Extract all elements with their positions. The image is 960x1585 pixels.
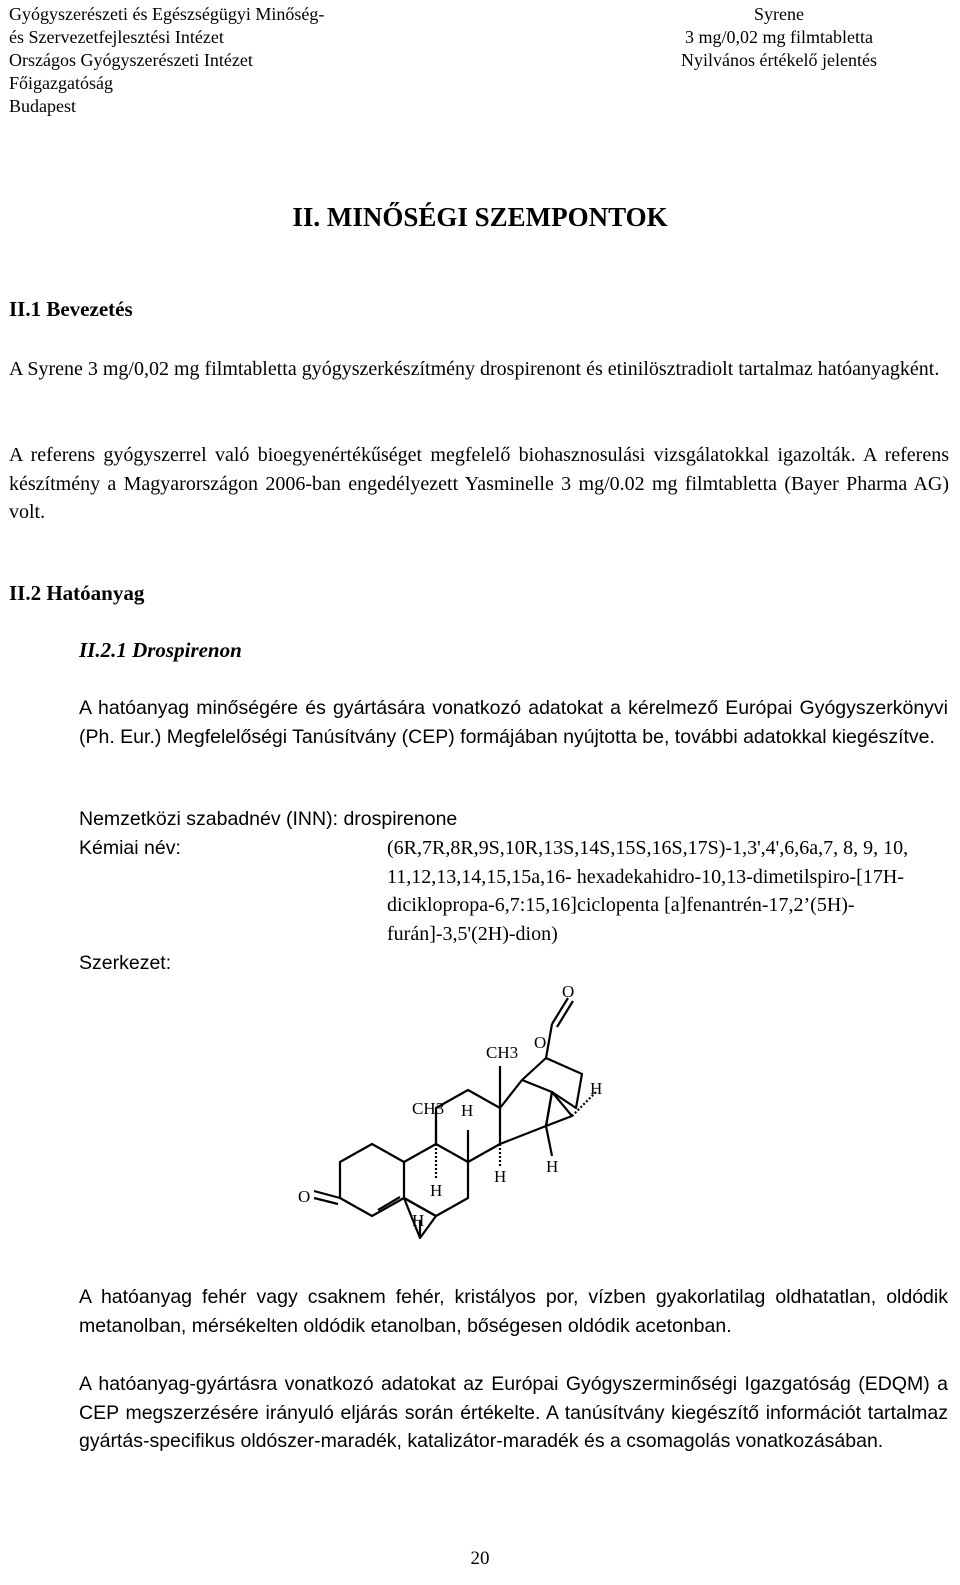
hydrogen-label: H bbox=[412, 1211, 425, 1230]
ketone-bond-1 bbox=[314, 1191, 340, 1198]
inn-label: Nemzetközi szabadnév (INN): bbox=[79, 808, 339, 830]
header-line: Főigazgatóság bbox=[9, 73, 113, 93]
hydrogen-label: H bbox=[494, 1167, 507, 1186]
double-bond-a bbox=[378, 1197, 400, 1210]
hydrogen-label: H bbox=[461, 1101, 474, 1120]
ring-a bbox=[340, 1144, 404, 1216]
oxygen-label: O bbox=[298, 1187, 311, 1206]
chem-label: Kémiai név: bbox=[79, 837, 181, 859]
page-number: 20 bbox=[470, 1548, 490, 1569]
heading-drospirenon: II.2.1 Drospirenon bbox=[79, 638, 242, 662]
header-line: 3 mg/0,02 mg filmtabletta bbox=[685, 27, 873, 47]
lactone-o-bond bbox=[546, 1024, 552, 1058]
h-bond-15 bbox=[546, 1126, 552, 1156]
methyl-label: CH3 bbox=[412, 1099, 445, 1118]
heading-active-substance: II.2 Hatóanyag bbox=[9, 581, 145, 605]
structure-label: Szerkezet: bbox=[79, 952, 172, 974]
ketone-bond-2 bbox=[314, 1198, 338, 1204]
header-line: és Szervezetfejlesztési Intézet bbox=[9, 27, 224, 47]
hydrogen-label: H bbox=[590, 1079, 603, 1098]
header-line: Budapest bbox=[9, 96, 76, 116]
oxygen-label: O bbox=[534, 1033, 547, 1052]
section-title: II. MINŐSÉGI SZEMPONTOK bbox=[292, 202, 668, 232]
intro-paragraph-1: A Syrene 3 mg/0,02 mg filmtabletta gyógyszerkészítmény drospirenont és etinilösztradiolt tartalmaz hatóanyagként. bbox=[9, 358, 940, 380]
drospirenone-structure bbox=[290, 970, 630, 1240]
header-line: Országos Gyógyszerészeti Intézet bbox=[9, 50, 253, 70]
active-paragraph-2: A hatóanyag fehér vagy csaknem fehér, kristályos por, vízben gyakorlatilag oldhatatlan, oldódik metanolban, mérsékelten oldódik etanolban, bőségesen oldódik acetonban. bbox=[79, 1286, 948, 1337]
hydrogen-label: H bbox=[546, 1157, 559, 1176]
oxygen-label: O bbox=[562, 982, 575, 1001]
methyl-label: CH3 bbox=[486, 1043, 519, 1062]
active-paragraph-3: A hatóanyag-gyártásra vonatkozó adatokat az Európai Gyógyszerminőségi Igazgatóság (EDQM) a CEP megszerzésére irányuló eljárás során értékelte. A tanúsítvány kiegészítő információt tartalmaz gyártás-specifikus oldószer-maradék, katalizátor-maradék és a csomagolás vonatkozásában. bbox=[79, 1373, 948, 1452]
hydrogen-label: H bbox=[430, 1181, 443, 1200]
active-paragraph-1: A hatóanyag minőségére és gyártására vonatkozó adatokat a kérelmező Európai Gyógyszerkönyvi (Ph. Eur.) Megfelelőségi Tanúsítvány (CEP) formájában nyújtotta be, további adatokkal kiegészítve. bbox=[79, 697, 948, 748]
ring-b bbox=[404, 1144, 468, 1216]
inn-value: drospirenone bbox=[343, 808, 458, 830]
header-line: Nyilvános értékelő jelentés bbox=[681, 50, 877, 70]
inn-row bbox=[79, 805, 457, 834]
header-line: Syrene bbox=[754, 4, 804, 24]
intro-paragraph-2: A referens gyógyszerrel való bioegyenértékűséget megfelelő biohasznosulási vizsgálatokkal igazolták. A referens készítmény a Magyarországon 2006-ban engedélyezett Yasminelle 3 mg/0.02 mg filmtabletta (Bayer Pharma AG) volt. bbox=[9, 444, 949, 523]
header-line: Gyógyszerészeti és Egészségügyi Minőség- bbox=[9, 4, 325, 24]
header-product bbox=[659, 3, 899, 72]
heading-introduction: II.1 Bevezetés bbox=[9, 297, 133, 321]
header-institution bbox=[9, 3, 324, 118]
chem-name: (6R,7R,8R,9S,10R,13S,14S,15S,16S,17S)-1,3',4',6,6a,7, 8, 9, 10, 11,12,13,14,15,15a,16- hexadekahidro-10,13-dimetilspiro-[17H-diciklopropa-6,7:15,16]ciclopenta [a]fenantrén-17,2’(5H)-furán]-3,5'(2H)-dion) bbox=[387, 837, 909, 945]
ring-d bbox=[500, 1080, 552, 1144]
